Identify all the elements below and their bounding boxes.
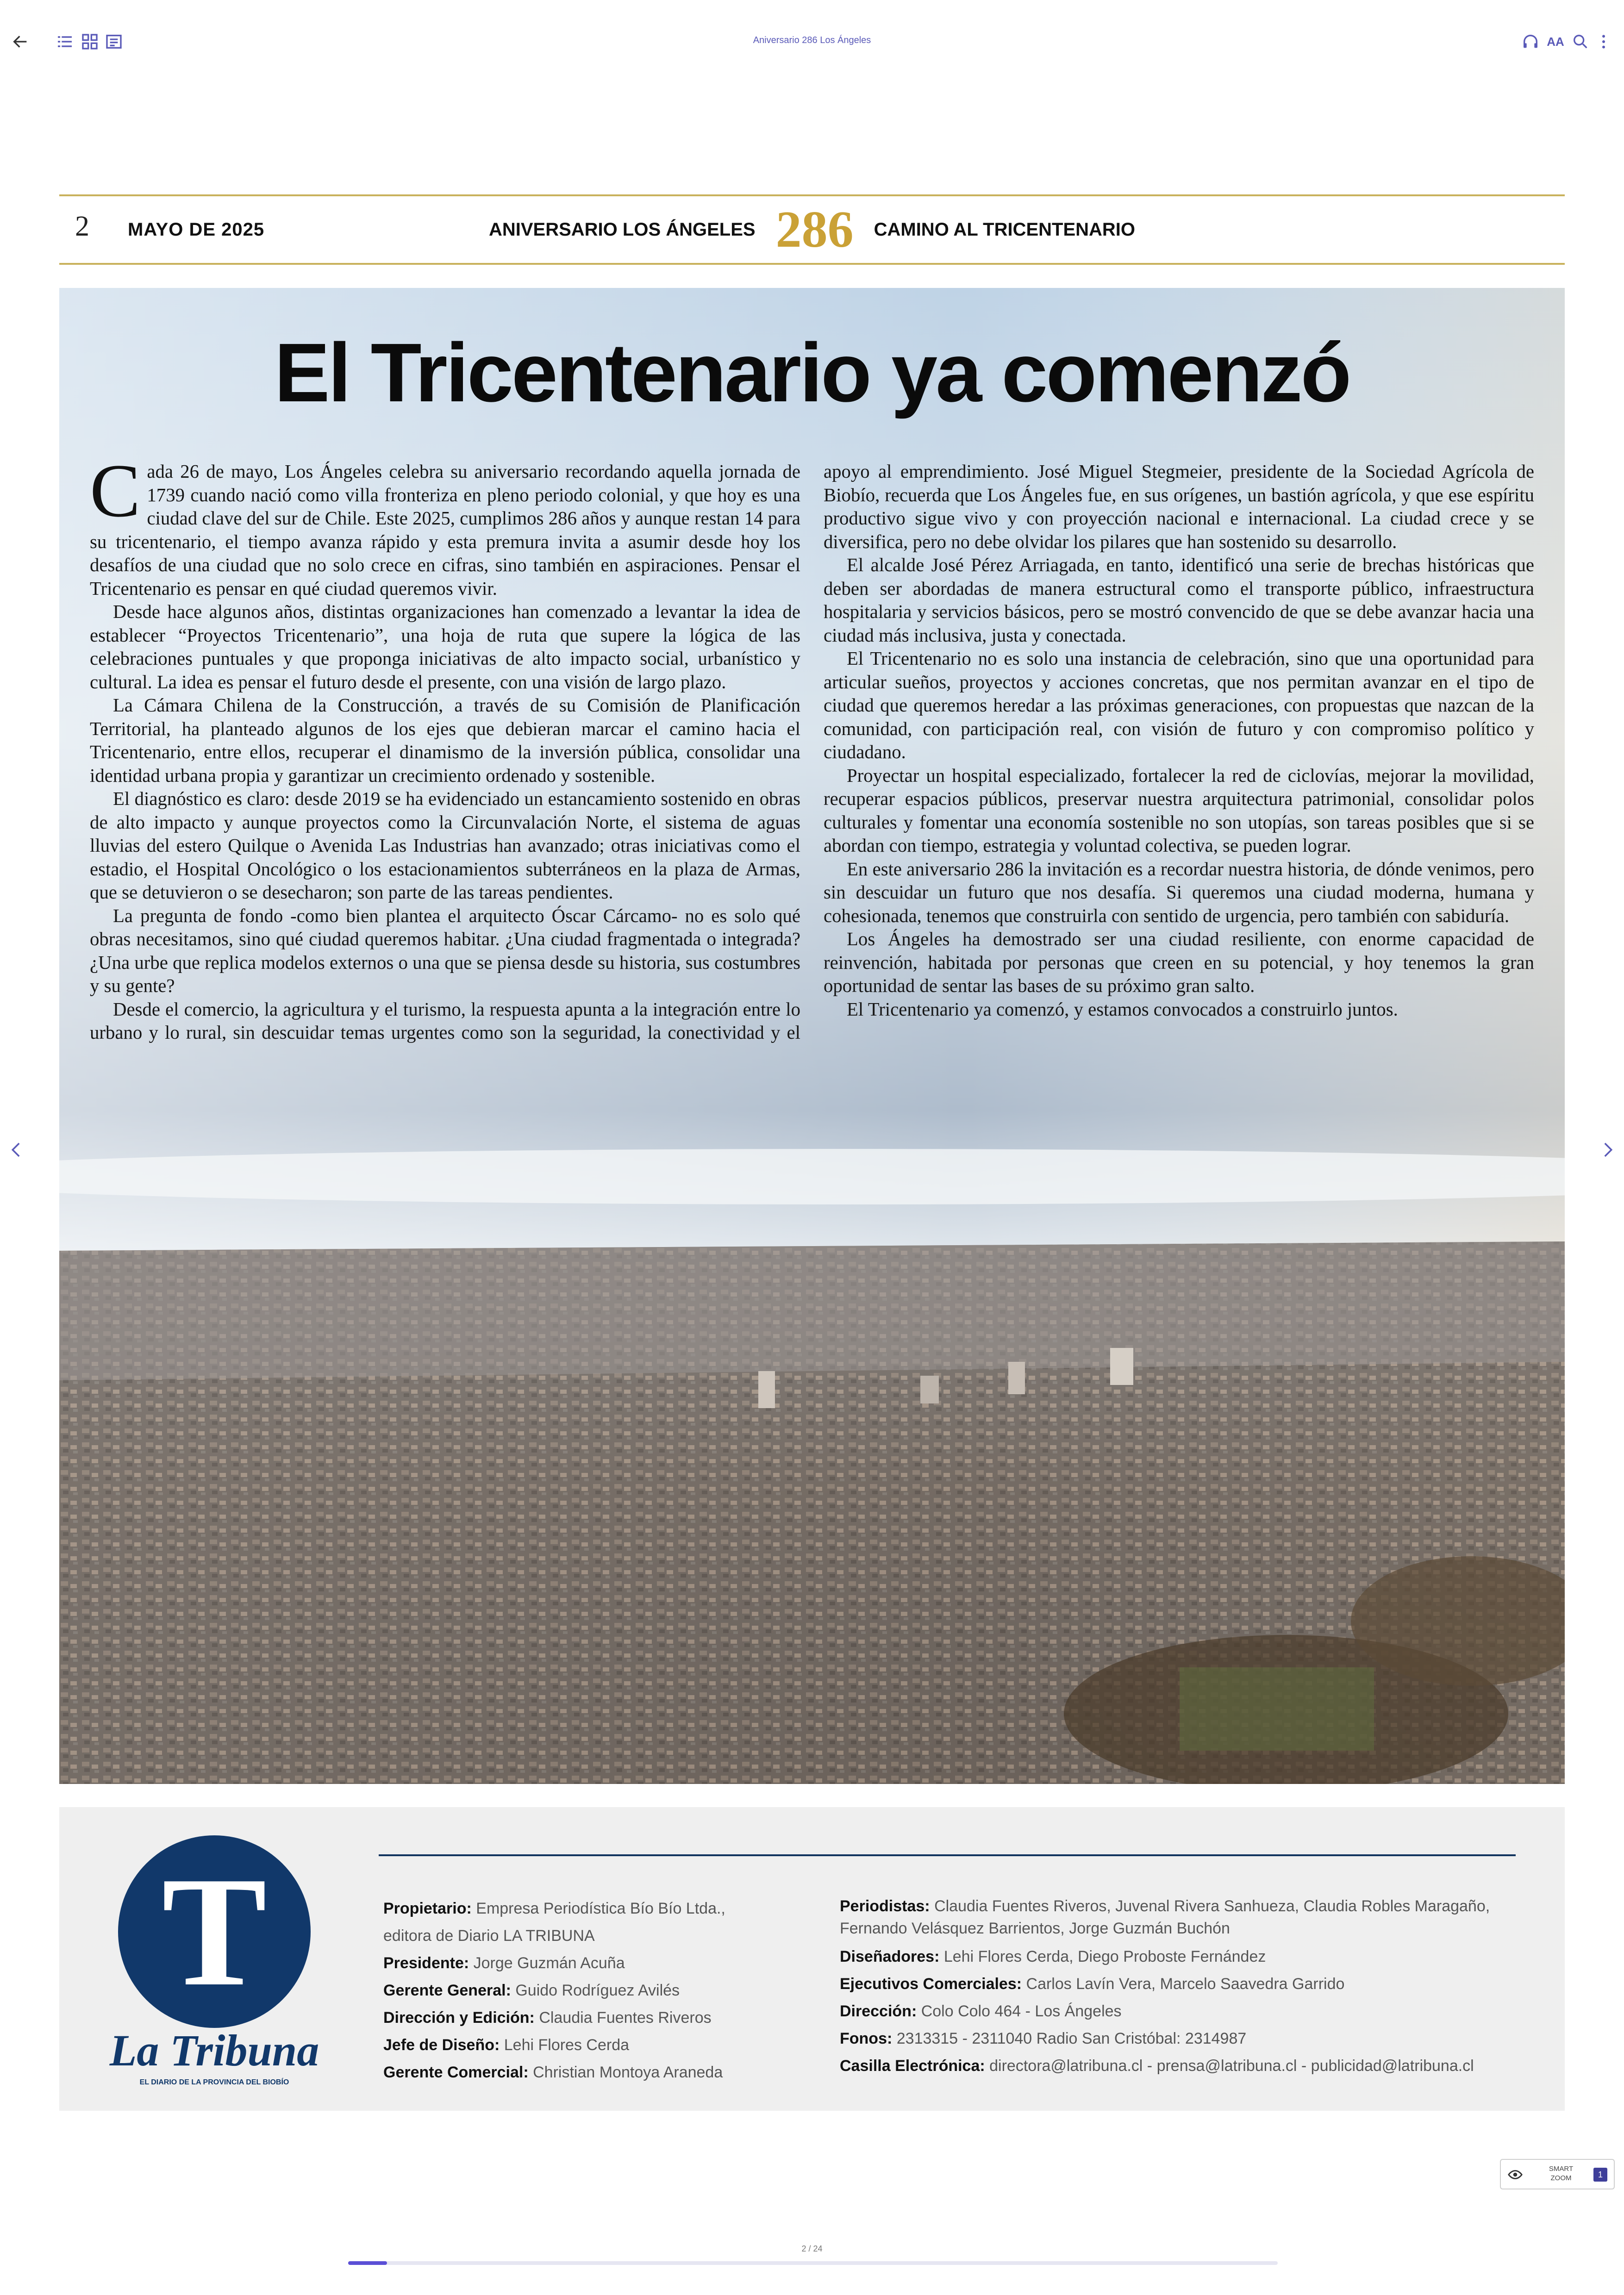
credit-label: Presidente:	[383, 1954, 469, 1972]
section-left-label: ANIVERSARIO LOS ÁNGELES	[488, 219, 756, 240]
credit-label: Gerente Comercial:	[383, 2064, 529, 2081]
credit-value: Colo Colo 464 - Los Ángeles	[921, 2002, 1122, 2020]
credit-row	[840, 1943, 1543, 1971]
search-icon[interactable]	[1569, 31, 1592, 53]
chevron-right-icon	[1598, 1140, 1617, 1160]
credit-label: Periodistas:	[840, 1897, 930, 1915]
logo-letter: T	[162, 1844, 267, 2019]
credit-label: Diseñadores:	[840, 1948, 940, 1965]
viewer-toolbar	[0, 0, 1624, 83]
headphones-icon[interactable]	[1519, 31, 1542, 53]
logo-tagline: EL DIARIO DE LA PROVINCIA DEL BIOBÍO	[139, 2078, 289, 2086]
eye-icon	[1507, 2167, 1523, 2183]
credit-label: Ejecutivos Comerciales:	[840, 1975, 1022, 1993]
article-paragraph	[90, 449, 800, 600]
credit-value: 2313315 - 2311040 Radio San Cristóbal: 2314987	[896, 2030, 1247, 2047]
document-title: Aniversario 286 Los Ángeles	[753, 35, 871, 45]
section-header	[59, 196, 1565, 263]
credit-label: Fonos:	[840, 2030, 893, 2047]
credit-row	[383, 2059, 791, 2086]
newspaper-credits	[59, 1807, 1565, 2111]
first-paragraph-text: ada 26 de mayo, Los Ángeles celebra su aniversario recordando aquella jornada de 1739 cuando nació como villa fronteriza en pleno periodo colonial, y que hoy es una ciudad clave del sur de Chile. Este 2025, cumplimos 286 años y aunque restan 14 para su tricentenario, el tiempo avanza rápido y esta premura invita a asumir desde hoy los desafíos de una ciudad que no solo crece en cifras, sino también en aspiraciones. Pensar el Tricentenario es pensar en qué ciudad queremos vivir.	[90, 461, 800, 599]
smart-zoom-label	[1543, 2164, 1580, 2183]
credits-divider	[379, 1854, 1516, 1856]
credit-row	[840, 1998, 1543, 2025]
credit-value: editora de Diario LA TRIBUNA	[383, 1927, 595, 1945]
article-body	[90, 449, 1534, 1045]
credit-row	[383, 2004, 791, 2032]
smart-zoom-toggle[interactable]	[1500, 2159, 1615, 2189]
article-paragraph: Proyectar un hospital especializado, fortalecer la red de ciclovías, mejorar la movilidad, recuperar espacios públicos, preservar nuestra arquitectura patrimonial, consolidar polos culturales y fomentar una economía sostenible no son utopías, son tareas posibles que si se abordan con tiempo, estrategia y voluntad colectiva, se pueden lograr.	[824, 765, 1534, 856]
drop-cap: C	[90, 449, 141, 533]
credit-label: Dirección:	[840, 2002, 917, 2020]
credit-row	[840, 1895, 1543, 1940]
smart-zoom-line2: ZOOM	[1550, 2174, 1572, 2182]
credit-value: Jorge Guzmán Acuña	[473, 1954, 625, 1972]
credit-label: Casilla Electrónica:	[840, 2057, 985, 2075]
page-header	[59, 194, 1565, 265]
credit-value: Lehi Flores Cerda, Diego Proboste Fernández	[943, 1948, 1266, 1965]
logo-name: La Tribuna	[109, 2026, 319, 2075]
credit-row	[383, 1895, 791, 1922]
next-page-button[interactable]	[1593, 1135, 1622, 1165]
previous-page-button[interactable]	[2, 1135, 31, 1165]
more-vertical-icon[interactable]	[1593, 31, 1615, 53]
page-progress-fill	[348, 2261, 387, 2265]
article-paragraph: El Tricentenario no es solo una instancia de celebración, sino que una oportunidad para articular sueños, proyectos y acciones concretas, que nos permitan avanzar en el tipo de ciudad que queremos heredar a las próximas generaciones, con propuestas que nazcan de la comunidad, con participación real, con visión de futuro y con compromiso político y ciudadano.	[824, 648, 1534, 762]
issue-date: MAYO DE 2025	[128, 219, 265, 240]
credit-row	[383, 1950, 791, 1977]
credit-row	[383, 1977, 791, 2004]
page-number: 2	[75, 211, 89, 242]
article-paragraph: Desde hace algunos años, distintas organizaciones han comenzado a levantar la idea de establecer “Proyectos Tricentenario”, una hoja de ruta que supere la lógica de las celebraciones puntuales y que proponga iniciativas de alto impacto social, urbanístico y cultural. La idea es pensar el futuro desde el presente, con una visión de largo plazo.	[90, 601, 800, 692]
credit-value: Christian Montoya Araneda	[533, 2064, 723, 2081]
chevron-left-icon	[7, 1140, 26, 1160]
credit-row	[840, 1971, 1543, 1998]
article-paragraph: Desde el comercio, la agricultura y el turismo, la respuesta apunta a la integración entre lo urbano y lo rural, sin descuidar temas urgentes como son la seguridad, la conectividad y el apoyo al emprendimiento. José Miguel Stegmeier, presidente de la Sociedad Agrícola de Biobío, recuerda que Los Ángeles fue, en sus orígenes, un bastión agrícola, y que ese espíritu productivo sigue vivo y con proyección nacional e internacional. La ciudad crece y se diversifica, pero no debe olvidar los pilares que han sostenido su desarrollo.	[90, 461, 1534, 1043]
article-paragraph: La pregunta de fondo -como bien plantea el arquitecto Óscar Cárcamo- no es solo qué obras necesitamos, sino qué ciudad queremos habitar. ¿Una ciudad fragmentada o integrada? ¿Una urbe que replica modelos externos o una que se piensa desde su historia, sus costumbres y su gente?	[90, 905, 800, 996]
credit-value: directora@latribuna.cl - prensa@latribuna.cl - publicidad@latribuna.cl	[989, 2057, 1474, 2075]
credit-value: Lehi Flores Cerda	[504, 2036, 630, 2054]
article-headline: El Tricentenario ya comenzó	[274, 326, 1350, 419]
credit-label: Dirección y Edición:	[383, 2009, 535, 2027]
page-indicator: 2 / 24	[801, 2244, 823, 2253]
credits-left-column	[383, 1895, 791, 2086]
credit-row	[383, 2032, 791, 2059]
article-paragraph: El alcalde José Pérez Arriagada, en tanto, identificó una serie de brechas históricas que deben ser abordadas de manera estructural como el transporte público, infraestructura hospitalaria y servicios básicos, pero se mostró convencido de que se debe avanzar hacia una ciudad más inclusiva, justa y conectada.	[824, 555, 1534, 646]
credit-value: Guido Rodríguez Avilés	[515, 1982, 680, 1999]
smart-zoom-badge: 1	[1593, 2168, 1607, 2182]
article-paragraph: En este aniversario 286 la invitación es a recordar nuestra historia, de dónde venimos, pero sin descuidar un futuro que nos desafía. Si queremos una ciudad moderna, humana y cohesionada, tenemos que construirla con sentido de urgencia, pero también con sabiduría.	[824, 858, 1534, 926]
smart-zoom-line1: SMART	[1549, 2165, 1574, 2173]
credit-row	[840, 2052, 1543, 2080]
credit-value: Carlos Lavín Vera, Marcelo Saavedra Garrido	[1026, 1975, 1345, 1993]
text-size-icon[interactable]: AA	[1547, 34, 1564, 49]
page-progress-track[interactable]	[348, 2261, 1278, 2265]
hero-photo-article	[59, 288, 1565, 1784]
credit-label: Gerente General:	[383, 1982, 511, 1999]
section-right-label: CAMINO AL TRICENTENARIO	[874, 219, 1136, 240]
credits-right-column	[840, 1895, 1543, 2080]
article-paragraph: La Cámara Chilena de la Construcción, a través de su Comisión de Planificación Territorial, ha planteado algunos de los ejes que debieran marcar el camino hacia el Tricentenario, entre ellos, recuperar el dinamismo de la inversión pública, consolidar una identidad urbana propia y garantizar un crecimiento ordenado y sostenible.	[90, 695, 800, 786]
credit-label: Propietario:	[383, 1900, 472, 1917]
article-paragraph: El Tricentenario ya comenzó, y estamos convocados a construirlo juntos.	[847, 998, 1398, 1020]
credit-row	[840, 2025, 1543, 2052]
article-paragraph: El diagnóstico es claro: desde 2019 se ha evidenciado un estancamiento sostenido en obras de alto impacto y aunque proyectos como la Circunvalación Norte, el sistema de aguas lluvias del estero Quilque o Avenida Las Industrias han avanzado; otras iniciativas como el estadio, el Hospital Oncológico o los estacionamientos subterráneos en la plaza de Armas, que se detuvieron o se desecharon; son parte de las tareas pendientes.	[90, 788, 800, 903]
credit-value: Empresa Periodística Bío Bío Ltda.,	[476, 1900, 725, 1917]
anniversary-number: 286	[775, 201, 854, 258]
credit-label: Jefe de Diseño:	[383, 2036, 500, 2054]
article-paragraph: Los Ángeles ha demostrado ser una ciudad resiliente, con enorme capacidad de reinvención, habitada por personas que creen en su potencial, y hoy tenemos la gran oportunidad de sentar las bases de su próximo gran salto.	[824, 929, 1534, 996]
credit-row	[383, 1922, 791, 1950]
credit-value: Claudia Fuentes Riveros	[539, 2009, 712, 2027]
credit-value: Claudia Fuentes Riveros, Juvenal Rivera Sanhueza, Claudia Robles Maragaño, Fernando Velásquez Barrientos, Jorge Guzmán Buchón	[840, 1897, 1490, 1937]
